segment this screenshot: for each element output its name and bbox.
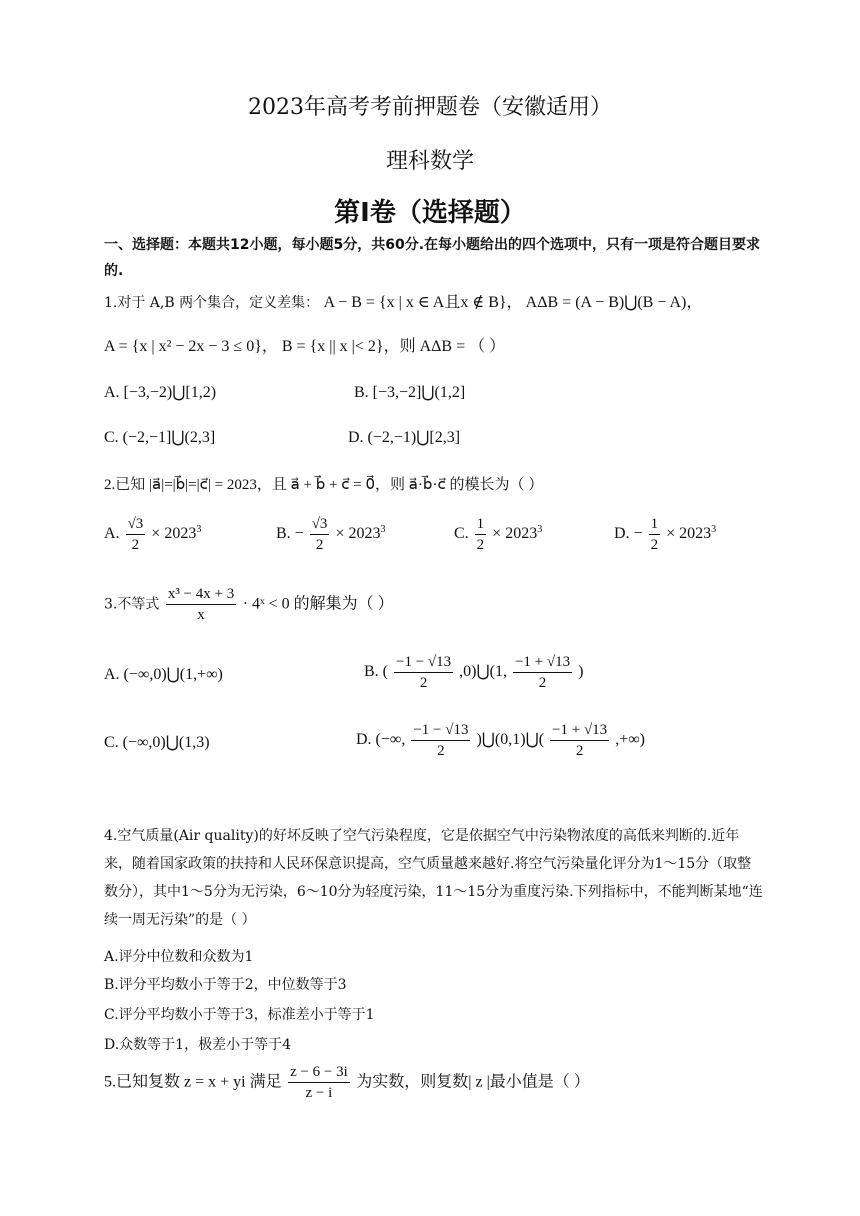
q5-stem: 5.已知复数 z = x + yi 满足 $\frac{z - 6 - 3i}{z - i}$ 为实数，则复数| z |最小值是（ ） bbox=[104, 1064, 590, 1101]
q3-option-b: B. ( $\frac{-1 - √13}{2}$ ,0)⋃(1, $\frac{-1 + √13}{2}$ ) bbox=[364, 654, 584, 691]
q3-option-a: A. (−∞,0)⋃(1,+∞) bbox=[104, 666, 223, 683]
q2-stem: 2.已知 |a⃗|=|b⃗|=|c⃗| = 2023，且 a⃗ + b⃗ + c⃗ = 0⃗，则 a⃗·b⃗·c⃗ 的模长为（ ） bbox=[104, 477, 544, 493]
q4-option-d: D.众数等于1，极差小于等于4 bbox=[104, 1037, 291, 1053]
q4-stem: 4.空气质量(Air quality)的好坏反映了空气污染程度，它是依据空气中污染物浓度的高低来判断的.近年来，随着国家政策的扶持和人民环保意识提高，空气质量越来越好.将空气污染量化评分为1～15分（取整数分），其中1～5分为无污染，6～10分为轻度污染，11～15分为重度污染.下列指标中，不能判断某地“连续一周无污染”的是（ ） bbox=[104, 828, 763, 928]
exam-title: 2023年高考考前押题卷（安徽适用） bbox=[248, 95, 612, 120]
q2-option-d: D. − $\frac{1}{2}$ × $2023^3$ bbox=[614, 516, 717, 553]
q1-option-d: D. (−2,−1)⋃[2,3] bbox=[348, 429, 461, 446]
subject-title: 理科数学 bbox=[385, 149, 474, 174]
q4-option-c: C.评分平均数小于等于3，标准差小于等于1 bbox=[104, 1007, 375, 1023]
q2-option-c: C. $\frac{1}{2}$ × $2023^3$ bbox=[454, 516, 543, 553]
q1-line1 bbox=[104, 290, 702, 316]
q1-line2: A = {x | x² − 2x − 3 ≤ 0}， B = {x || x |< 2}，则 AΔB = （ ） bbox=[104, 338, 506, 355]
q3-stem: 3.不等式 $\frac{\text{x³ − 4x + 3}}{x}$ · 4ˣ < 0 的解集为（ ） bbox=[104, 586, 394, 623]
section-title: 第Ⅰ卷（选择题） bbox=[334, 198, 526, 228]
q1-option-c: C. (−2,−1]⋃(2,3] bbox=[104, 429, 216, 446]
q1-text: 1.对于 A,B 两个集合，定义差集： bbox=[104, 295, 320, 311]
q3-option-d: D. (−∞, $\frac{-1 - √13}{2}$ )⋃(0,1)⋃( $\frac{-1 + √13}{2}$ ,+∞) bbox=[356, 722, 645, 759]
q3-option-c: C. (−∞,0)⋃(1,3) bbox=[104, 734, 210, 751]
section-instructions: 一、选择题：本题共12小题，每小题5分，共60分.在每小题给出的四个选项中，只有一项是符合题目要求的. bbox=[104, 237, 761, 279]
q1-definition: A − B = {x | x ∈ A且x ∉ B}， AΔB = (A − B)⋃(B − A)， bbox=[323, 294, 703, 311]
q4-option-b: B.评分平均数小于等于2，中位数等于3 bbox=[104, 977, 347, 993]
q1-option-a: A. [−3,−2)⋃[1,2) bbox=[104, 384, 217, 401]
q4-option-a: A.评分中位数和众数为1 bbox=[104, 949, 254, 965]
q1-option-b: B. [−3,−2]⋃(1,2] bbox=[354, 384, 466, 401]
q2-option-b: B. − $\frac{√3}{2}$ × $2023^3$ bbox=[276, 516, 386, 553]
q2-option-a: A. $\frac{√3}{2}$ × $2023^3$ bbox=[104, 516, 202, 553]
